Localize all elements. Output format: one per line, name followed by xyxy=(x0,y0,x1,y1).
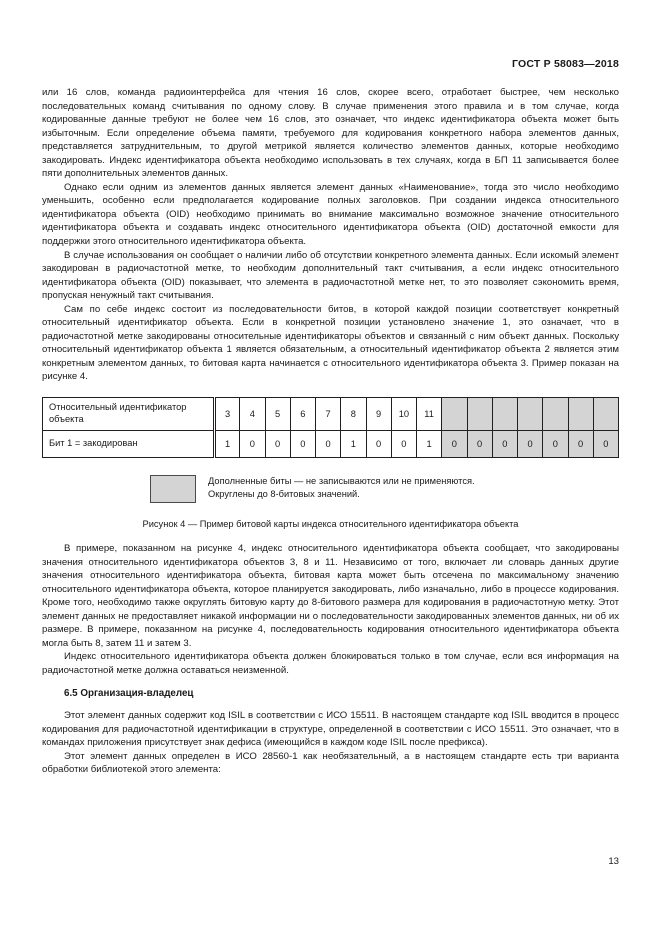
bit-pad-cell: 0 xyxy=(593,431,618,458)
bit-cell: 1 xyxy=(215,431,240,458)
oid-cell: 8 xyxy=(341,398,366,431)
paragraph-2: Однако если одним из элементов данных является элемент данных «Наименование», тогда это число необходимо уменьшить, особенно если предполагается кодирование полных заголовков. При создании индекса относительного идентификатора объекта (OID) необходимо принимать во внимание максимально возможное значение относительного идентификатора объекта и создавать индекс относительного идентификатора объекта (OID) достаточной емкости для поддержки этого относительного идентификатора объекта. xyxy=(42,181,619,248)
oid-pad-cell xyxy=(467,398,492,431)
page-content xyxy=(42,86,619,777)
oid-cell: 10 xyxy=(391,398,416,431)
paragraph-7: Этот элемент данных содержит код ISIL в соответствии с ИСО 15511. В настоящем стандарте код ISIL вводится в процесс кодирования для радиочастотной идентификации в структуре, определенной в соответствии с ИСО 15511. Это означает, что в командах приложения присутствует знак дефиса (имеющийся в каждом коде ISIL после префикса). xyxy=(42,710,619,749)
paragraph-1: или 16 слов, команда радиоинтерфейса для чтения 16 слов, скорее всего, отработает быстрее, чем несколько последовательных команд считывания по одному слову. В случае применения этого правила и в том случае, когда кодированные данные требуют не более чем 16 слов, это означает, что индекс идентификатора объекта может быть избыточным. Если определение объема памяти, требуемого для кодирования конкретного набора элементов данных, представляется затруднительным, то другой метрикой является количество элементов данных, которые необходимо закодировать. Индекс идентификатора объекта необходимо использовать в тех случаях, когда в БП 11 записывается более пяти дополнительных элементов данных. xyxy=(42,87,619,180)
bit-cell: 0 xyxy=(265,431,290,458)
spacer-before-heading xyxy=(42,678,619,687)
bit-cell: 0 xyxy=(366,431,391,458)
spacer-after-figure xyxy=(42,529,619,542)
bit-cell: 0 xyxy=(316,431,341,458)
oid-cell: 3 xyxy=(215,398,240,431)
bitmap-table xyxy=(42,397,619,458)
spacer-after-heading xyxy=(42,700,619,709)
section-heading-6-5: 6.5 Организация-владелец xyxy=(64,687,194,699)
bit-cell: 0 xyxy=(290,431,315,458)
row-label-bit: Бит 1 = закодирован xyxy=(43,431,215,458)
oid-cell: 5 xyxy=(265,398,290,431)
paragraph-4: Сам по себе индекс состоит из последовательности битов, в которой каждой позиции соответствует конкретный относительный идентификатор объекта. Если в конкретной позиции установлено значение 1, это означает, что в радиочастотной метке закодированы относительные идентификаторы объектов и связанный с ним объект данных. Поскольку относительный идентификатор объекта 1 является обязательным, а относительный идентификатор объекта 2 является этим конкретным элементом данных, то битовая карта начинается с относительного идентификатора объекта 3. Пример показан на рисунке 4. xyxy=(42,303,619,383)
bit-pad-cell: 0 xyxy=(467,431,492,458)
page-number: 13 xyxy=(608,856,619,867)
legend-line-1: Дополненные биты — не записываются или не применяются. xyxy=(208,476,475,487)
bit-pad-cell: 0 xyxy=(568,431,593,458)
paragraph-8: Этот элемент данных определен в ИСО 28560-1 как необязательный, а в настоящем стандарте есть три варианта обработки библиотекой этого элемента: xyxy=(42,750,619,776)
oid-cell: 11 xyxy=(417,398,442,431)
running-head-standard-number: ГОСТ Р 58083—2018 xyxy=(511,58,619,70)
bit-pad-cell: 0 xyxy=(442,431,467,458)
bit-cell: 0 xyxy=(240,431,265,458)
bit-pad-cell: 0 xyxy=(492,431,517,458)
oid-cell: 9 xyxy=(366,398,391,431)
oid-cell: 4 xyxy=(240,398,265,431)
oid-cell: 7 xyxy=(316,398,341,431)
figure-caption: Рисунок 4 — Пример битовой карты индекса относительного идентификатора объекта xyxy=(142,519,519,530)
figure-4 xyxy=(42,397,619,529)
bit-pad-cell: 0 xyxy=(518,431,543,458)
figure-legend xyxy=(150,474,619,503)
row-label-oid: Относительный идентификатор объекта xyxy=(43,398,215,431)
oid-cell: 6 xyxy=(290,398,315,431)
bit-cell: 1 xyxy=(341,431,366,458)
legend-swatch-shaded xyxy=(150,475,196,503)
table-row-bit xyxy=(43,431,619,458)
oid-pad-cell xyxy=(568,398,593,431)
oid-pad-cell xyxy=(593,398,618,431)
table-row-oid xyxy=(43,398,619,431)
legend-line-2: Округлены до 8-битовых значений. xyxy=(208,488,360,499)
bit-cell: 1 xyxy=(417,431,442,458)
oid-pad-cell xyxy=(442,398,467,431)
bit-pad-cell: 0 xyxy=(543,431,568,458)
paragraph-3: В случае использования он сообщает о наличии либо об отсутствии конкретного элемента данных. Если искомый элемент закодирован в радиочастотной метке, то необходим дополнительный такт считывания, а если индекс относительного идентификатора объекта (OID) показывает, что элемента в радиочастотной метке нет, то это позволяет сэкономить время, пропуская ненужный такт считывания. xyxy=(42,249,619,302)
bit-cell: 0 xyxy=(391,431,416,458)
paragraph-6: Индекс относительного идентификатора объекта должен блокироваться только в том случае, если вся информация на радиочастотной метке должна оставаться неизменной. xyxy=(42,651,619,676)
oid-pad-cell xyxy=(492,398,517,431)
paragraph-5: В примере, показанном на рисунке 4, индекс относительного идентификатора объекта сообщает, что закодированы значения относительного идентификатора объектов 3, 8 и 11. Независимо от того, включает ли словарь данных другие значения относительного идентификатора объекта, битовая карта может быть отсечена по максимальному значению относительного идентификатора объекта, которое планируется закодировать, либо изначально, либо в процессе кодирования. Кроме того, необходимо также округлять битовую карту до 8-битового размера для кодирования в радиочастотную метку. Этот элемент данных не предоставляет никакой информации ни о последовательности закодированных элементов данных, ни об их размере. В примере, показанном на рисунке 4, последовательность кодирования относительного идентификатора объекта могла быть 8, затем 11 и затем 3. xyxy=(42,543,619,649)
oid-pad-cell xyxy=(518,398,543,431)
oid-pad-cell xyxy=(543,398,568,431)
legend-text xyxy=(208,474,475,500)
bitmap-table-body xyxy=(43,398,619,458)
